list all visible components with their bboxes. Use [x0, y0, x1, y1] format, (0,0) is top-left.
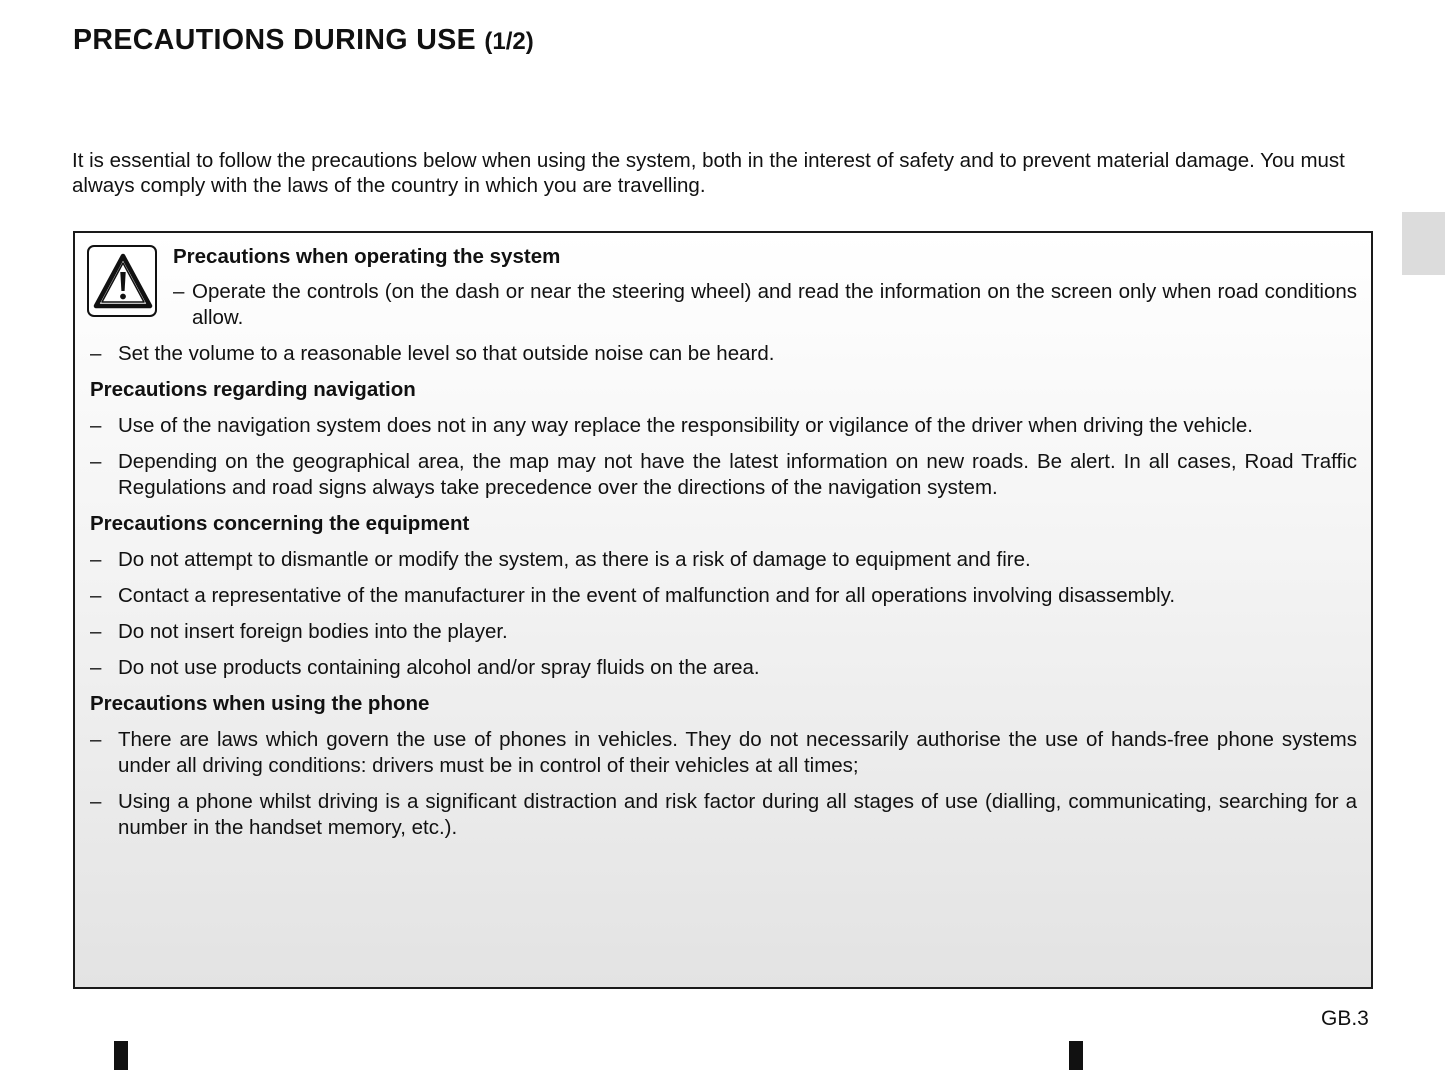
- list-item: [173, 279, 1357, 331]
- crop-mark-right: [1069, 1041, 1083, 1070]
- list-item-text: There are laws which govern the use of phones in vehicles. They do not necessarily authorise the use of hands-free phone systems under all driving conditions: drivers must be in control of their vehicles at all times;: [118, 728, 1357, 777]
- warning-box: [73, 231, 1373, 989]
- list-item: [90, 449, 1357, 501]
- page-title-suffix: (1/2): [484, 28, 534, 55]
- section-heading-equipment: Precautions concerning the equipment: [90, 512, 470, 535]
- dash-glyph: –: [90, 584, 102, 607]
- section-heading-navigation: Precautions regarding navigation: [90, 378, 416, 401]
- intro-paragraph: It is essential to follow the precautions below when using the system, both in the interest of safety and to prevent material damage. You must always comply with the laws of the country in which you are travelling.: [72, 149, 1345, 197]
- page-number: GB.3: [1321, 1007, 1369, 1030]
- dash-glyph: –: [90, 728, 102, 751]
- page-title: [73, 24, 534, 57]
- list-item-text: Operate the controls (on the dash or near the steering wheel) and read the information on the screen only when road conditions allow.: [192, 280, 1357, 329]
- dash-glyph: –: [90, 790, 102, 813]
- dash-glyph: –: [90, 656, 102, 679]
- dash-glyph: –: [90, 450, 102, 473]
- list-item-text: Set the volume to a reasonable level so that outside noise can be heard.: [118, 342, 775, 365]
- crop-mark-left: [114, 1041, 128, 1070]
- list-item: [90, 727, 1357, 779]
- dash-glyph: –: [90, 548, 102, 571]
- list-item: [90, 341, 1357, 367]
- section-heading-operating: Precautions when operating the system: [173, 245, 561, 268]
- list-item-text: Do not attempt to dismantle or modify the system, as there is a risk of damage to equipment and fire.: [118, 548, 1031, 571]
- section-heading-phone: Precautions when using the phone: [90, 692, 430, 715]
- list-item: [90, 789, 1357, 841]
- list-item-text: Do not use products containing alcohol and/or spray fluids on the area.: [118, 656, 760, 679]
- dash-glyph: –: [90, 414, 102, 437]
- dash-glyph: –: [90, 620, 102, 643]
- list-item: [90, 619, 1357, 645]
- list-item-text: Use of the navigation system does not in any way replace the responsibility or vigilance of the driver when driving the vehicle.: [118, 414, 1253, 437]
- page-title-text: PRECAUTIONS DURING USE: [73, 24, 477, 56]
- list-item: [90, 413, 1357, 439]
- list-item: [90, 583, 1357, 609]
- list-item: [90, 547, 1357, 573]
- side-tab: [1402, 212, 1445, 275]
- warning-content: [90, 244, 1357, 841]
- list-item: [90, 655, 1357, 681]
- dash-glyph: –: [90, 342, 102, 365]
- list-item-text: Using a phone whilst driving is a significant distraction and risk factor during all stages of use (dialling, communicating, searching for a number in the handset memory, etc.).: [118, 790, 1357, 839]
- list-item-text: Contact a representative of the manufacturer in the event of malfunction and for all operations involving disassembly.: [118, 584, 1176, 607]
- list-item-text: Depending on the geographical area, the map may not have the latest information on new roads. Be alert. In all cases, Road Traffic Regulations and road signs always take precedence over the directions of the navigation system.: [118, 450, 1357, 499]
- list-item-text: Do not insert foreign bodies into the player.: [118, 620, 508, 643]
- dash-glyph: –: [173, 280, 185, 303]
